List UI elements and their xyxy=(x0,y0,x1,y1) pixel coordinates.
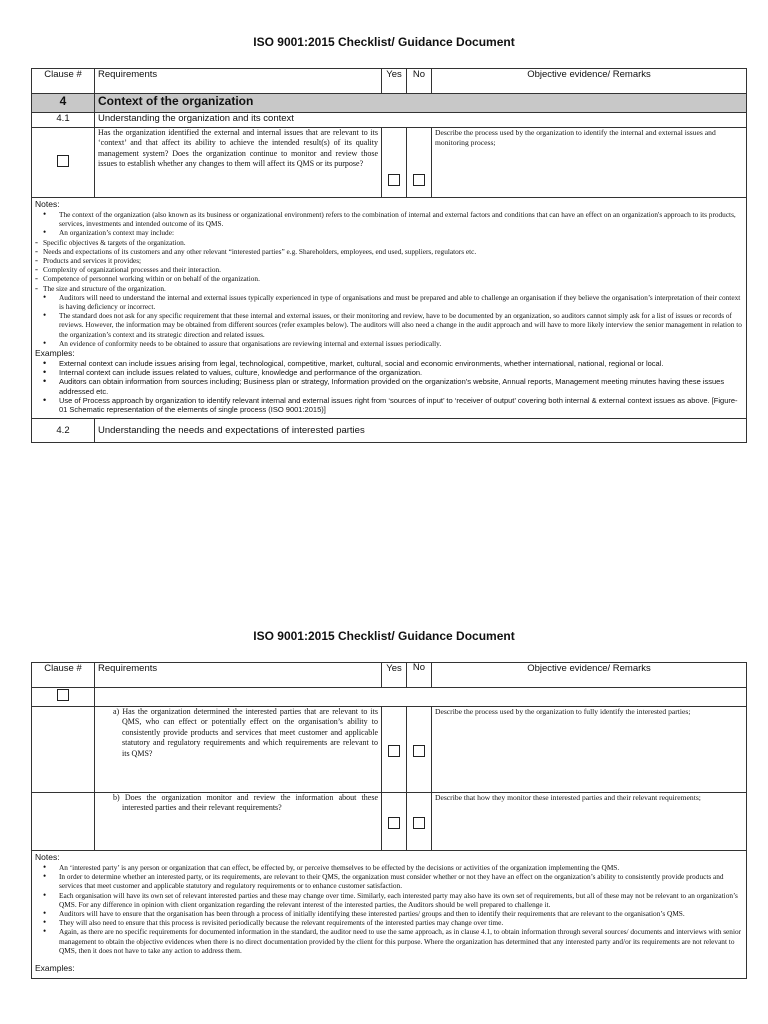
remarks-header: Objective evidence/ Remarks xyxy=(432,663,747,688)
requirement-question-b: b) Does the organization monitor and review the information about these interested parties and their relevant requirements? xyxy=(95,793,382,851)
note-item: - Competence of personnel working within or on behalf of the organization. xyxy=(35,274,743,283)
clause-cell xyxy=(32,793,95,851)
remarks-header: Objective evidence/ Remarks xyxy=(432,69,747,94)
notes-list xyxy=(35,210,743,348)
no-checkbox[interactable] xyxy=(413,817,425,829)
note-item: - Products and services it provides; xyxy=(35,256,743,265)
remarks-text: Describe the process used by the organization to fully identify the interested parties; xyxy=(432,707,747,793)
note-item: • An evidence of conformity needs to be obtained to assure that organisations are reviewing internal and external issues periodically. xyxy=(59,339,743,348)
note-item: • External context can include issues arising from legal, technological, competitive, market, cultural, social and economic environments, whether international, national, regional or local. xyxy=(59,359,743,368)
no-header: No xyxy=(407,663,432,688)
row-checkbox[interactable] xyxy=(57,155,69,167)
remarks-text: Describe the process used by the organization to identify the internal and external issues and monitoring process; xyxy=(432,128,747,198)
requirements-header: Requirements xyxy=(95,663,382,688)
row-checkbox[interactable] xyxy=(57,689,69,701)
clause-header: Clause # xyxy=(32,663,95,688)
section-title: Context of the organization xyxy=(95,94,747,113)
page-title: ISO 9001:2015 Checklist/ Guidance Document xyxy=(253,35,515,49)
subclause-title: Understanding the needs and expectations of interested parties xyxy=(95,419,747,443)
note-item: • Again, as there are no specific requirements for documented information in the standard, the auditor need to use the same approach, as in clause 4.1, to obtain information through several sources/ documents and interviews with senior management to obtain the objective evidences when there is no direct documentation provided by the client for this purpose. Where the organization has determined that any interested party and/or its requirements are not relevant to QMS, then it does not have to take any action to address them. xyxy=(59,927,743,955)
note-item: • Internal context can include issues related to values, culture, knowledge and performance of the organization. xyxy=(59,368,743,377)
empty-row xyxy=(95,688,747,707)
yes-header: Yes xyxy=(382,663,407,688)
note-item: - Specific objectives & targets of the organization. xyxy=(35,238,743,247)
note-item: - The size and structure of the organization. xyxy=(35,284,743,293)
note-item: • Auditors will have to ensure that the organisation has been through a process of initially identifying these interested parties/ groups and then to identify their requirements that are relevant to the organisation’s QMS. xyxy=(59,909,743,918)
note-item: - Complexity of organizational processes and their interaction. xyxy=(35,265,743,274)
row-select-cell xyxy=(32,688,95,707)
notes-label: Notes: xyxy=(35,199,60,209)
examples-label: Examples: xyxy=(35,963,75,974)
yes-cell xyxy=(382,128,407,198)
note-item: • Auditors can obtain information from sources including; Business plan or strategy, Information provided on the organization’s website, Annual reports, Management meeting minutes having these issues addressed etc. xyxy=(59,377,743,395)
no-checkbox[interactable] xyxy=(413,745,425,757)
notes-block xyxy=(32,851,747,979)
note-item: • The standard does not ask for any specific requirement that these internal and external issues, or their monitoring and review, have to be documented by an organization, so auditors cannot simply ask for a list of issues or records of reviews. However, the information may be obtained from different sources (refer examples below). The auditors will also need a change in the audit approach and will have to more likely interview the senior management in relation to the organization’s context and its strategic direction and related issues. xyxy=(59,311,743,339)
examples-list xyxy=(35,359,743,414)
no-cell xyxy=(407,793,432,851)
requirement-question-a: a) Has the organization determined the interested parties that are relevant to its QMS, who can effect or potentially effect on the organisation’s ability to consistently provide products and services that meet customer and applicable statutory and regulatory requirements and which requirements are relevant to its QMS? xyxy=(95,707,382,793)
note-item: • In order to determine whether an interested party, or its requirements, are relevant to their QMS, the organization must consider whether or not they have an effect on the organization’s ability to consistently provide products and services that meet customer and applicable statutory and regulatory requirements or to enhance customer satisfaction. xyxy=(59,872,743,890)
clause-header: Clause # xyxy=(32,69,95,94)
note-item: • An ‘interested party’ is any person or organization that can effect, be effected by, or perceive themselves to be effected by the decisions or activities of the organization implementing the QMS. xyxy=(59,863,743,872)
yes-cell xyxy=(382,793,407,851)
note-item: • Each organisation will have its own set of relevant interested parties and these may change over time. Similarly, each interested party may also have its own set of requirements, but all of these may not be relevant to an organization’s QMS. For any difference in opinion with client organization regarding the relevant interest of the interested parties, the Auditors should be well prepared to challenge it. xyxy=(59,891,743,909)
note-item: • An organization’s context may include: xyxy=(59,228,743,237)
checklist-table-page2 xyxy=(31,662,747,979)
no-checkbox[interactable] xyxy=(413,174,425,186)
no-cell xyxy=(407,707,432,793)
subclause-number: 4.1 xyxy=(32,113,95,128)
note-item: • Use of Process approach by organization to identify relevant internal and external issues right from ‘sources of input’ to ‘receiver of output’ covering both internal & external context issues as above. [Figure-01 Schematic representation of the elements of single process (ISO 9001:2015)] xyxy=(59,396,743,414)
checklist-table-page1 xyxy=(31,68,747,443)
yes-checkbox[interactable] xyxy=(388,745,400,757)
yes-checkbox[interactable] xyxy=(388,174,400,186)
subclause-number: 4.2 xyxy=(32,419,95,443)
page-title: ISO 9001:2015 Checklist/ Guidance Document xyxy=(253,629,515,643)
yes-cell xyxy=(382,707,407,793)
row-select-cell xyxy=(32,128,95,198)
section-number: 4 xyxy=(32,94,95,113)
notes-block xyxy=(32,198,747,419)
subclause-title: Understanding the organization and its context xyxy=(95,113,747,128)
notes-list xyxy=(35,863,743,955)
note-item: • The context of the organization (also known as its business or organizational environment) refers to the combination of internal and external factors and conditions that can have an effect on an organization's approach to its products, services, investments and intended outcome of its QMS. xyxy=(59,210,743,228)
no-cell xyxy=(407,128,432,198)
notes-label: Notes: xyxy=(35,852,60,862)
requirement-question: Has the organization identified the external and internal issues that are relevant to its ‘context’ and that affect its ability to achieve the intended result(s) of its quality management system? Does the organization continue to monitor and review those issues to establish whether any changes to them will affect its QMS or its purpose? xyxy=(95,128,382,198)
requirements-header: Requirements xyxy=(95,69,382,94)
note-item: • Auditors will need to understand the internal and external issues typically experienced in type of organisations and must be prepared and able to challenge an organisation if they believe the organisation’s interpretation of their context is having deficiency or incorrect. xyxy=(59,293,743,311)
no-header: No xyxy=(407,69,432,94)
note-item: • They will also need to ensure that this process is revisited periodically because the relevant requirements of the interested parties may change over time. xyxy=(59,918,743,927)
yes-header: Yes xyxy=(382,69,407,94)
yes-checkbox[interactable] xyxy=(388,817,400,829)
remarks-text: Describe that how they monitor these interested parties and their relevant requirements; xyxy=(432,793,747,851)
examples-label: Examples: xyxy=(35,348,75,359)
note-item: - Needs and expectations of its customers and any other relevant “interested parties” e.g. Shareholders, employees, end used, suppliers, regulators etc. xyxy=(35,247,743,256)
clause-cell xyxy=(32,707,95,793)
